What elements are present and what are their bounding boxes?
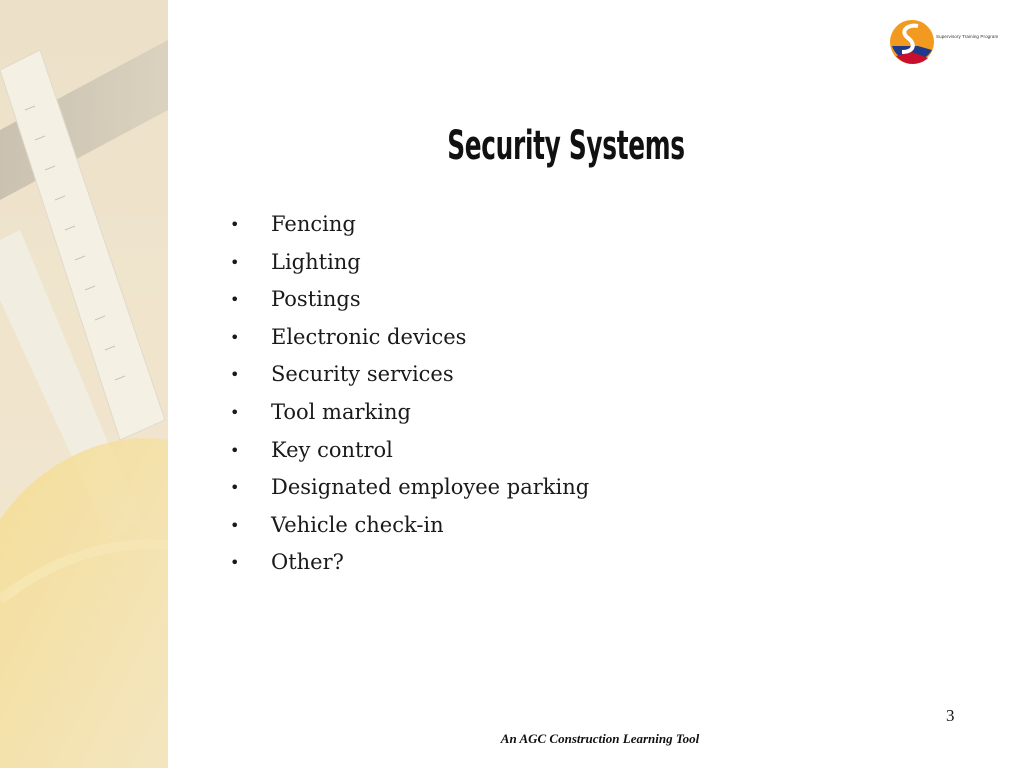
bullet-glyph: • xyxy=(230,290,240,310)
bullet-item xyxy=(224,507,589,545)
bullet-glyph: • xyxy=(230,478,240,498)
slide-title: Security Systems xyxy=(447,123,685,169)
footer-text: An AGC Construction Learning Tool xyxy=(500,731,700,746)
bullet-item xyxy=(224,544,589,582)
bullet-item xyxy=(224,319,589,357)
bullet-text: Postings xyxy=(271,287,361,312)
logo-tagline: Supervisory Training Program xyxy=(936,34,999,39)
bullet-item xyxy=(224,206,589,244)
bullet-text: Designated employee parking xyxy=(271,475,590,500)
bullet-glyph: • xyxy=(230,327,240,347)
page-number: 3 xyxy=(946,706,955,725)
bullet-glyph: • xyxy=(230,515,240,535)
construction-tools-image xyxy=(0,0,168,768)
bullet-text: Other? xyxy=(271,550,344,575)
bullet-text: Tool marking xyxy=(271,399,411,424)
bullet-glyph: • xyxy=(230,252,240,272)
stp-logo xyxy=(888,16,1012,68)
bullet-text: Fencing xyxy=(271,212,356,236)
bullet-text: Electronic devices xyxy=(271,324,467,349)
bullet-glyph: • xyxy=(230,215,240,234)
bullet-text: Security services xyxy=(271,362,454,387)
bullet-item xyxy=(224,469,589,507)
bullet-text: Key control xyxy=(271,437,393,462)
bullet-item xyxy=(224,432,589,470)
bullet-glyph: • xyxy=(230,365,240,385)
stp-logo-icon xyxy=(888,16,936,68)
bullet-glyph: • xyxy=(230,440,240,460)
bullet-list xyxy=(224,206,589,582)
bullet-item xyxy=(224,244,589,282)
bullet-text: Lighting xyxy=(271,249,361,274)
bullet-item xyxy=(224,356,589,394)
bullet-item xyxy=(224,281,589,319)
bullet-glyph: • xyxy=(230,553,240,573)
bullet-text: Vehicle check-in xyxy=(271,512,444,537)
decorative-side-panel xyxy=(0,0,168,768)
bullet-glyph: • xyxy=(230,402,240,422)
bullet-item xyxy=(224,394,589,432)
